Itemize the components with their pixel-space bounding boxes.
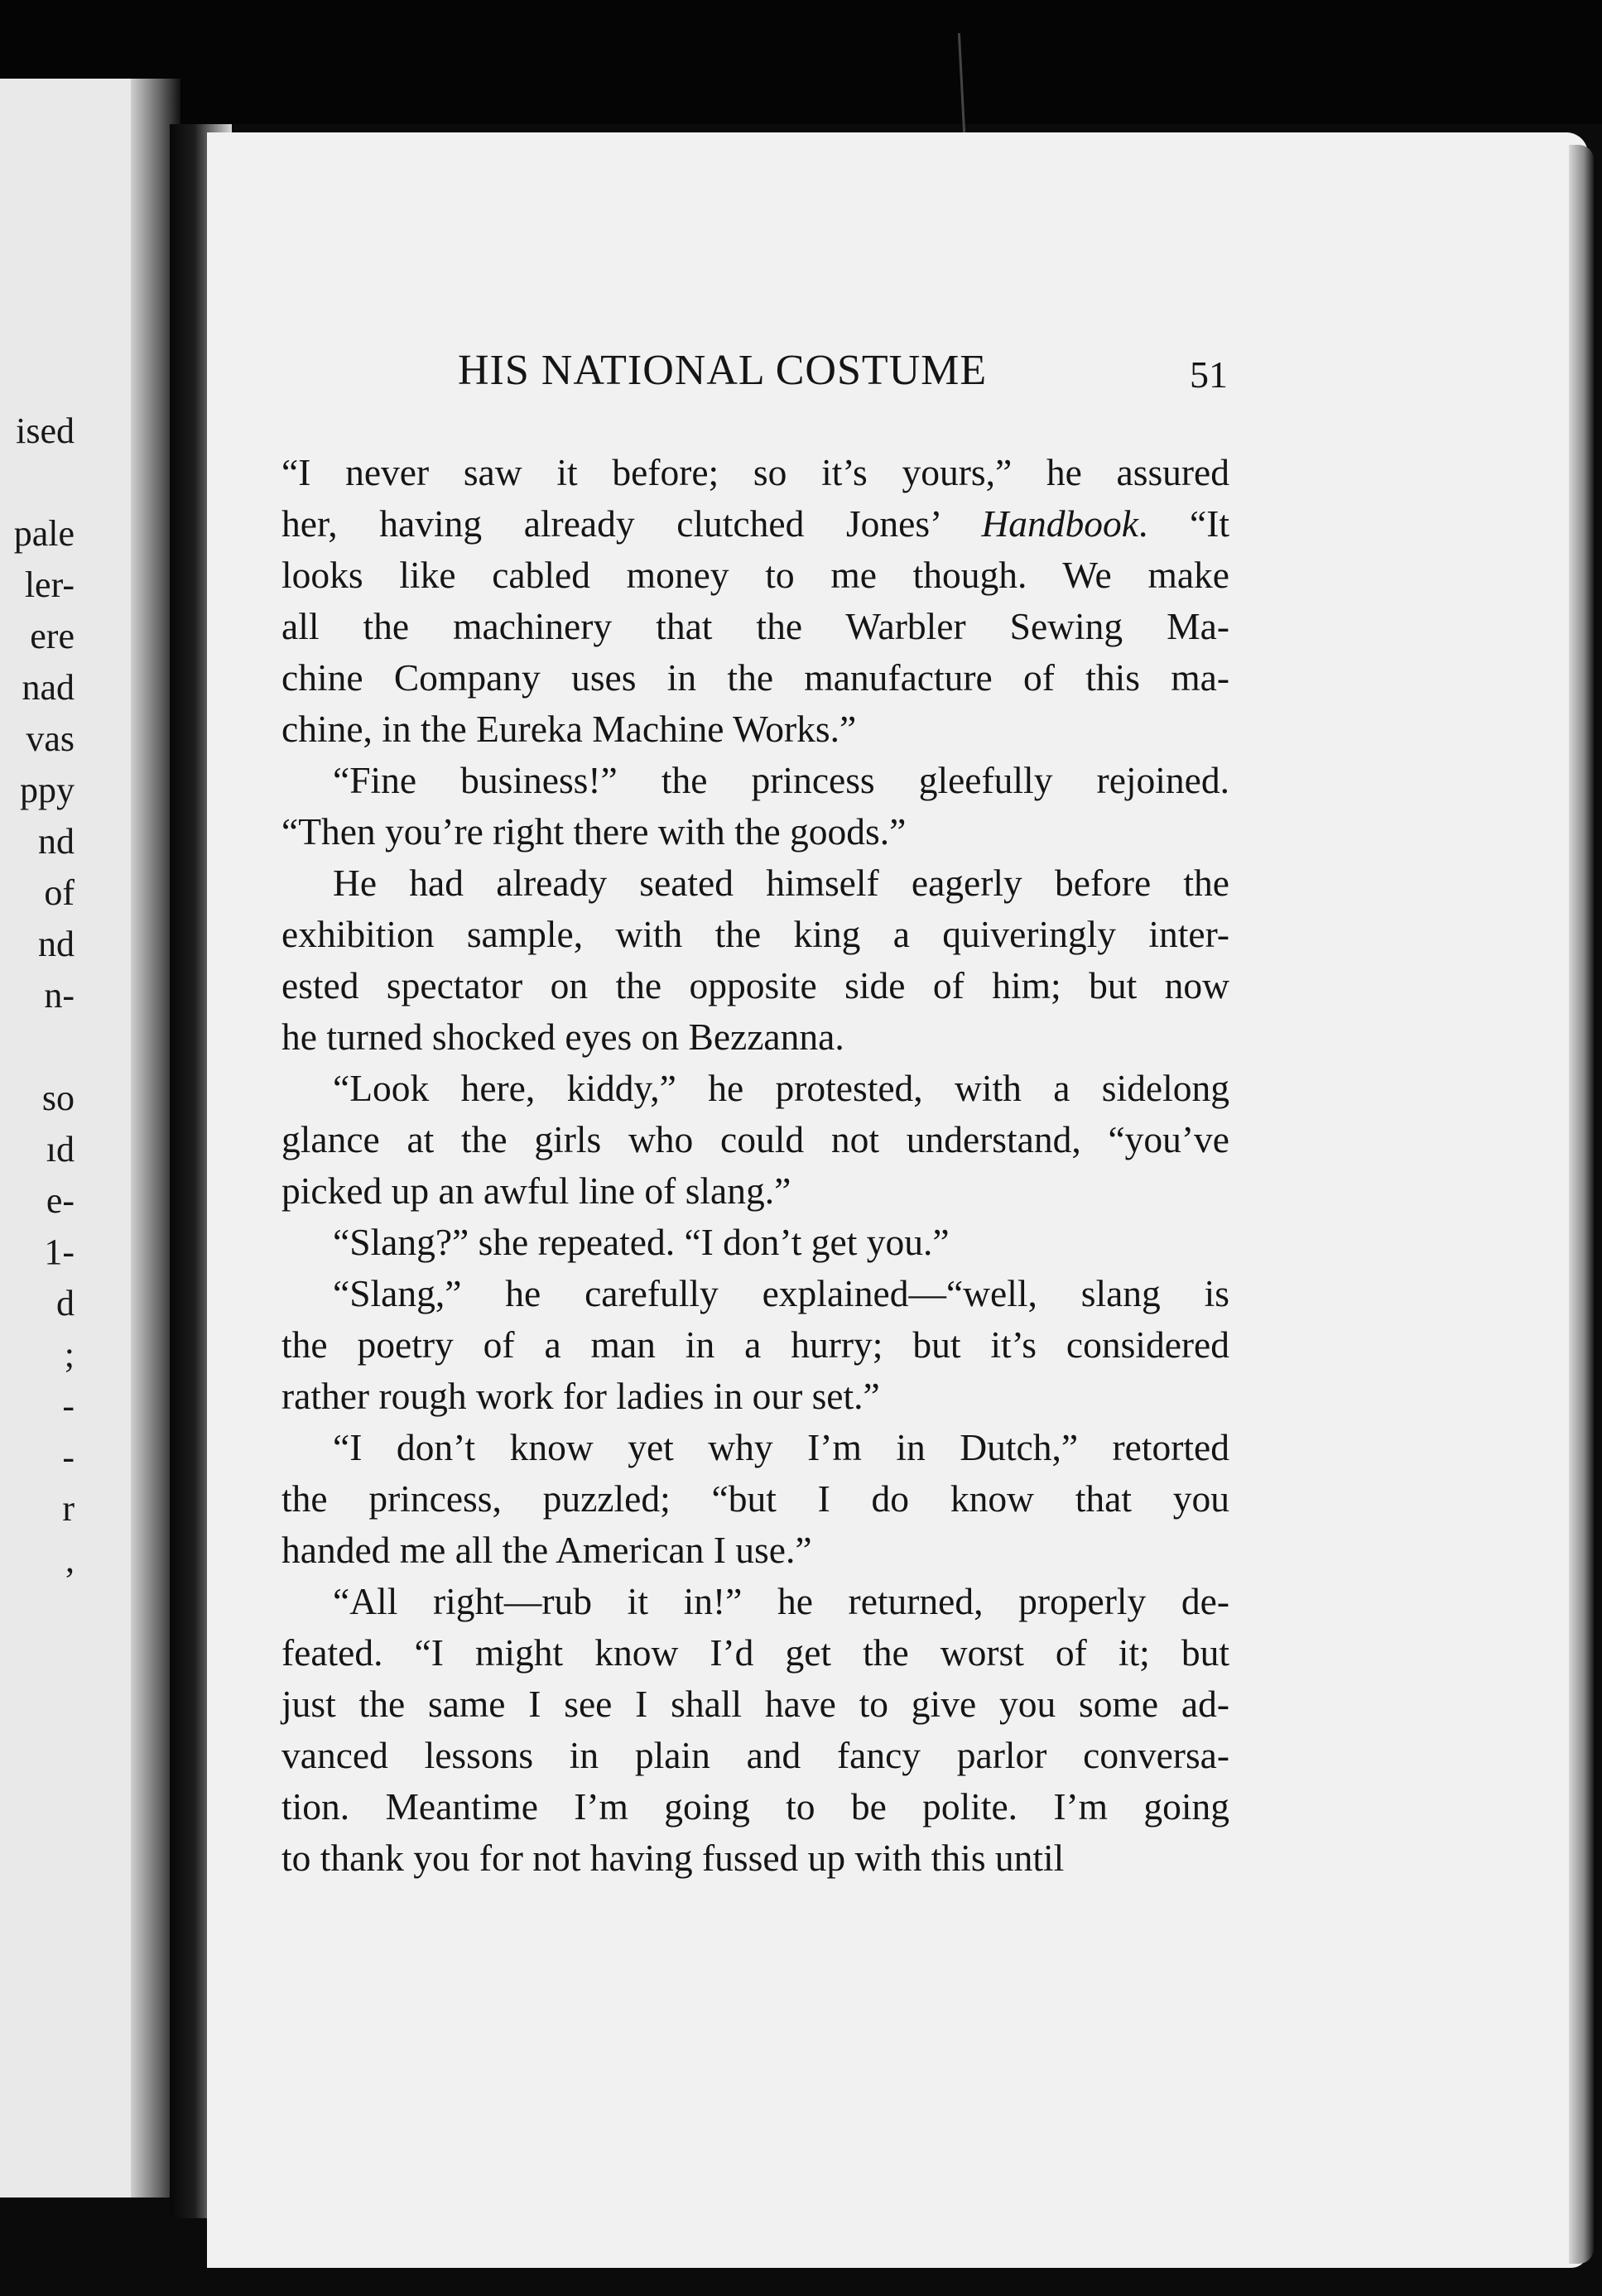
- facing-line: 1-: [44, 1232, 75, 1272]
- facing-line: pale: [13, 513, 75, 554]
- text-line: chine Company uses in the manufacture of this ma-: [281, 656, 1229, 699]
- facing-line: r: [62, 1488, 75, 1529]
- text-line: rather rough work for ladies in our set.”: [281, 1375, 880, 1417]
- facing-line: ler-: [24, 564, 75, 605]
- facing-line: -: [62, 1386, 75, 1426]
- text-line: the princess, puzzled; “but I do know that you: [281, 1477, 1229, 1520]
- text-line: “Slang?” she repeated. “I don’t get you.”: [333, 1221, 950, 1263]
- page-edge: [1569, 145, 1594, 2264]
- text-line: handed me all the American I use.”: [281, 1529, 812, 1571]
- facing-line: [0, 1021, 75, 1073]
- text-line: He had already seated himself eagerly before the: [333, 862, 1229, 904]
- facing-line: so: [41, 1078, 75, 1118]
- facing-line: nd: [38, 821, 75, 862]
- text-line: looks like cabled money to me though. We make: [281, 554, 1229, 596]
- text-line: glance at the girls who could not understand, “you’ve: [281, 1118, 1229, 1160]
- facing-line: of: [44, 872, 75, 913]
- facing-line: e-: [46, 1180, 75, 1221]
- facing-line: nd: [38, 924, 75, 964]
- facing-line: ere: [30, 616, 75, 656]
- text-line: just the same I see I shall have to give you some ad-: [281, 1683, 1229, 1725]
- text-line: tion. Meantime I’m going to be polite. I’m going: [281, 1785, 1229, 1828]
- facing-page-text: [0, 406, 75, 1586]
- facing-line: ;: [64, 1334, 75, 1375]
- text-line: exhibition sample, with the king a quiveringly inter-: [281, 913, 1229, 955]
- facing-line: n-: [44, 975, 75, 1016]
- text-line: to thank you for not having fussed up with this until: [281, 1837, 1065, 1879]
- facing-line: vas: [26, 718, 75, 759]
- text-line: “All right—rub it in!” he returned, properly de-: [333, 1580, 1229, 1622]
- page-header: [458, 346, 1228, 404]
- text-line: vanced lessons in plain and fancy parlor conversa-: [281, 1734, 1229, 1776]
- body-text: [281, 447, 1229, 1884]
- page-number: 51: [1190, 353, 1228, 396]
- text-line: “Look here, kiddy,” he protested, with a sidelong: [333, 1067, 1229, 1109]
- text-line: “Fine business!” the princess gleefully rejoined.: [333, 759, 1229, 801]
- facing-line: [0, 457, 75, 508]
- facing-line: nad: [22, 667, 75, 708]
- text-line: all the machinery that the Warbler Sewing Ma-: [281, 605, 1229, 647]
- text-line: “I never saw it before; so it’s yours,” he assured: [281, 451, 1229, 493]
- facing-line: ppy: [20, 770, 75, 810]
- text-line: feated. “I might know I’d get the worst of it; but: [281, 1631, 1229, 1674]
- facing-line: -: [62, 1437, 75, 1477]
- facing-line: ,: [65, 1539, 75, 1580]
- text-line: “Then you’re right there with the goods.”: [281, 810, 907, 853]
- running-head: HIS NATIONAL COSTUME: [458, 347, 988, 394]
- text-line: her, having already clutched Jones’ Handbook. “It: [281, 502, 1229, 545]
- text-line: he turned shocked eyes on Bezzanna.: [281, 1016, 844, 1058]
- text-line: “Slang,” he carefully explained—“well, slang is: [333, 1272, 1229, 1314]
- facing-line: ıd: [46, 1129, 75, 1170]
- text-line: picked up an awful line of slang.”: [281, 1170, 791, 1212]
- facing-line: ised: [16, 411, 75, 451]
- text-line: “I don’t know yet why I’m in Dutch,” retorted: [333, 1426, 1229, 1468]
- text-line: the poetry of a man in a hurry; but it’s considered: [281, 1323, 1229, 1366]
- text-line: ested spectator on the opposite side of him; but now: [281, 964, 1229, 1006]
- background-top: [0, 0, 1602, 124]
- text-line: chine, in the Eureka Machine Works.”: [281, 708, 857, 750]
- facing-line: d: [56, 1283, 75, 1323]
